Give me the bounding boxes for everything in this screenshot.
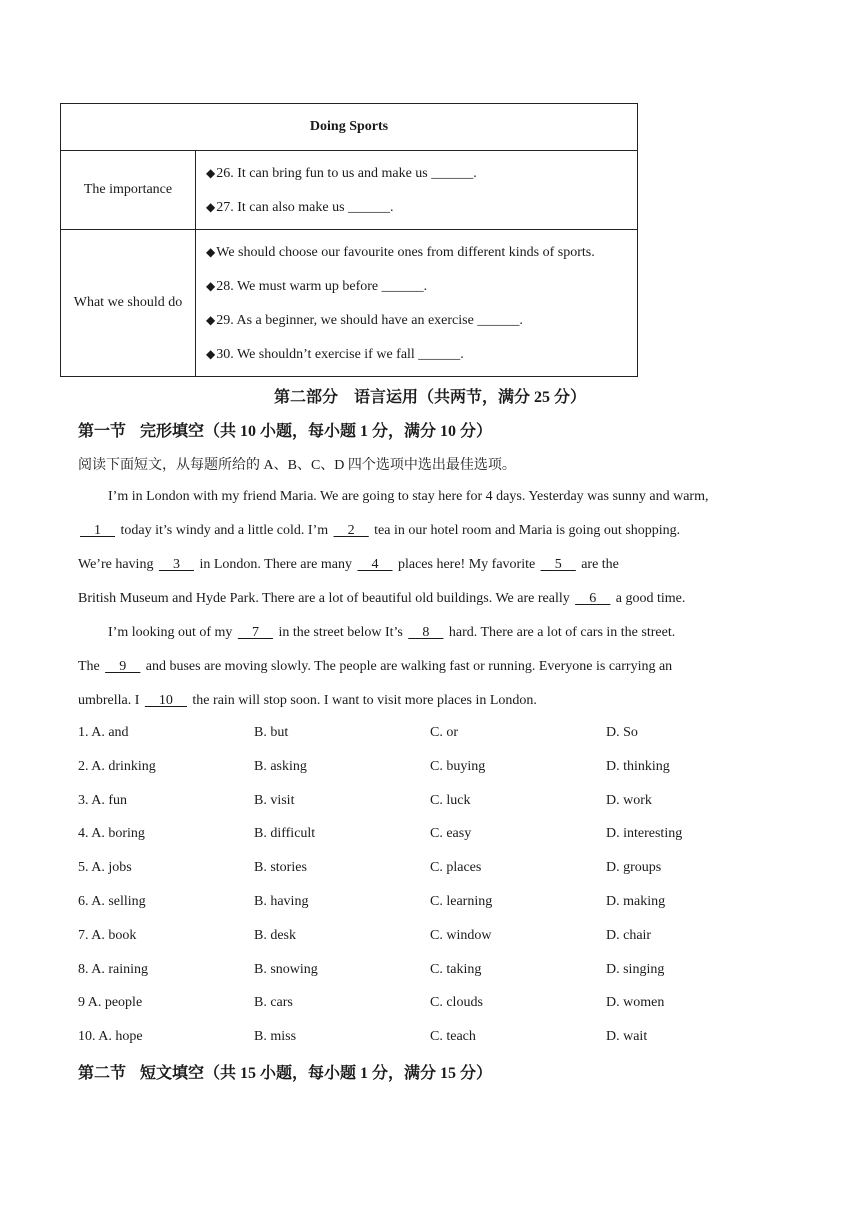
instruction-text: 阅读下面短文，从每题所给的 A、B、C、D 四个选项中选出最佳选项。 (78, 458, 516, 473)
option-row: 9 A. people B. cars C. clouds D. women (78, 995, 665, 1011)
section-1-title: 完形填空（共 10 小题，每小题 1 分，满分 10 分） (140, 423, 493, 440)
diamond-bullet-icon: ◆ (206, 166, 216, 180)
section-1-name: 第一节 (78, 423, 127, 440)
option-row: 1. A. and B. but C. or D. So (78, 725, 638, 740)
blank-2: 2 (347, 523, 355, 538)
table-item: ◆29. As a beginner, we should have an exercise ______. (206, 313, 523, 328)
option-row: 8. A. raining B. snowing C. taking D. singing (78, 961, 665, 977)
passage-line: The 9 and buses are moving slowly. The people are walking fast or running. Everyone is carrying an (78, 650, 798, 684)
blank-8: 8 (422, 625, 430, 640)
row-label-importance: The importance (61, 151, 196, 230)
option-row: 4. A. boring B. difficult C. easy D. interesting (78, 826, 683, 842)
section-2-heading (78, 1060, 492, 1083)
option-row: 10. A. hope B. miss C. teach D. wait (78, 1029, 648, 1045)
answer-options (78, 716, 798, 1054)
section-2-name: 第二节 (78, 1065, 127, 1082)
section-2-title: 短文填空（共 15 小题，每小题 1 分，满分 15 分） (140, 1065, 493, 1082)
option-row: 2. A. drinking B. asking C. buying D. thinking (78, 758, 670, 774)
table-item: ◆27. It can also make us ______. (206, 200, 394, 215)
diamond-bullet-icon: ◆ (206, 313, 216, 327)
passage-line: We’re having 3 in London. There are many 4 places here! My favorite 5 are the (78, 548, 798, 582)
what-items (196, 230, 638, 377)
blank-10: 10 (158, 693, 173, 708)
passage-line: 1 today it’s windy and a little cold. I’m 2 tea in our hotel room and Maria is going out shopping. (78, 514, 798, 548)
table-item: ◆We should choose our favourite ones from different kinds of sports. (206, 245, 595, 260)
blank-5: 5 (554, 557, 562, 572)
option-row: 7. A. book B. desk C. window D. chair (78, 927, 652, 943)
table-item: ◆28. We must warm up before ______. (206, 279, 428, 294)
passage-line: British Museum and Hyde Park. There are a lot of beautiful old buildings. We are really 6 a good time. (78, 582, 798, 616)
diamond-bullet-icon: ◆ (206, 245, 216, 259)
part-title: 第二部分 语言运用（共两节，满分 25 分） (273, 389, 586, 406)
passage-line: I’m in London with my friend Maria. We are going to stay here for 4 days. Yesterday was sunny and warm, (108, 489, 709, 504)
blank-4: 4 (371, 557, 379, 572)
option-row: 6. A. selling B. having C. learning D. making (78, 893, 666, 909)
passage-line: I’m looking out of my 7 in the street below It’s 8 hard. There are a lot of cars in the street. (78, 616, 798, 650)
diamond-bullet-icon: ◆ (206, 347, 216, 361)
option-row: 5. A. jobs B. stories C. places D. groups (78, 860, 662, 876)
option-row: 3. A. fun B. visit C. luck D. work (78, 792, 652, 808)
diamond-bullet-icon: ◆ (206, 279, 216, 293)
passage-line: umbrella. I 10 the rain will stop soon. I want to visit more places in London. (78, 684, 798, 718)
blank-1: 1 (94, 523, 101, 538)
blank-7: 7 (251, 625, 259, 640)
table-title: Doing Sports (61, 104, 638, 151)
blank-9: 9 (119, 659, 127, 674)
row-label-what-we-should-do: What we should do (61, 230, 196, 377)
blank-6: 6 (589, 591, 597, 606)
table-row (61, 230, 638, 377)
table-row (61, 151, 638, 230)
table-item: ◆30. We shouldn’t exercise if we fall ______. (206, 347, 464, 362)
cloze-passage (78, 480, 798, 718)
doing-sports-table (60, 103, 638, 377)
diamond-bullet-icon: ◆ (206, 200, 216, 214)
section-1-heading (78, 418, 492, 441)
importance-items (196, 151, 638, 230)
blank-3: 3 (172, 557, 180, 572)
table-item: ◆26. It can bring fun to us and make us ______. (206, 166, 477, 181)
